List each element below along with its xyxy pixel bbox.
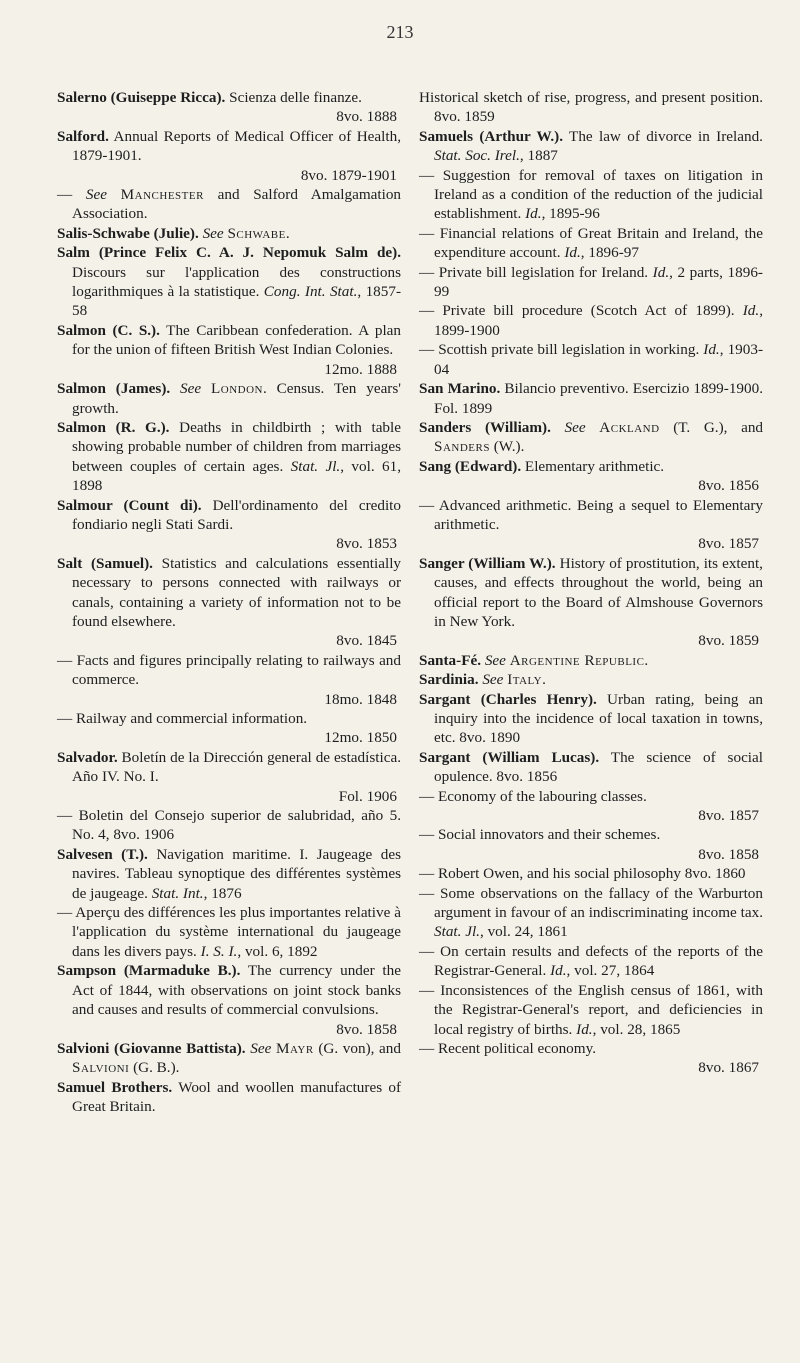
index-entry xyxy=(57,806,401,845)
citation-text: See xyxy=(202,224,224,242)
entry-text: Dell'ordinamento del credito fondiario negli Stati Sardi. xyxy=(72,496,401,533)
entry-text: — Scottish private bill legislation in working. xyxy=(419,341,704,359)
entry-text: — Private bill legislation for Ireland. xyxy=(419,263,653,281)
index-entry xyxy=(419,884,763,942)
imprint: 8vo. 1879-1901 xyxy=(300,166,397,184)
entry-text: , 1876 xyxy=(203,884,242,902)
index-entry xyxy=(419,651,763,670)
imprint: 8vo. 1856 xyxy=(698,477,759,495)
entry-heading: Salmon (James). xyxy=(57,380,171,398)
entry-text: — Facts and figures principally relating to railways and commerce. xyxy=(57,651,401,689)
entry-text: History of prostitution, its extent, causes, and effects throughout the world, being an official report to the Board of Almshouse Governors in New York. xyxy=(434,554,763,630)
entry-heading: Sampson (Marmaduke B.). xyxy=(57,962,241,980)
imprint: 8vo. 1858 xyxy=(698,845,759,863)
entry-text: , 2 parts, 1896-99 xyxy=(434,263,763,301)
entry-text: The law of divorce in Ireland. xyxy=(563,127,763,145)
entry-text: (G. B.). xyxy=(129,1059,180,1077)
citation-text: See xyxy=(484,651,506,669)
entry-text: — On certain results and defects of the reports of the Registrar-General. xyxy=(419,942,763,980)
entry-text: , vol. 61, 1898 xyxy=(72,457,401,495)
entry-heading: Sargant (Charles Henry). xyxy=(419,690,597,708)
index-entry xyxy=(57,903,401,961)
index-entry xyxy=(419,224,763,263)
cross-reference: Ackland xyxy=(599,418,660,436)
index-entry xyxy=(419,981,763,1039)
imprint: 8vo. 1888 xyxy=(336,108,397,126)
citation-text: Id. xyxy=(652,263,670,281)
entry-text: , 1857-58 xyxy=(72,283,401,320)
entry-text: , vol. 28, 1865 xyxy=(592,1020,681,1038)
entry-text: Annual Reports of Medical Officer of Health, 1879-1901. xyxy=(72,127,401,165)
index-entry xyxy=(419,670,763,689)
entry-text: Historical sketch of rise, progress, and present position. 8vo. 1859 xyxy=(419,89,763,126)
entry-text: , 1903-04 xyxy=(434,341,763,378)
index-entry xyxy=(57,127,401,185)
entry-heading: Sanger (William W.). xyxy=(419,554,556,572)
index-entry xyxy=(419,864,763,883)
entry-text: (G. von), and xyxy=(313,1039,401,1057)
entry-text: , vol. 27, 1864 xyxy=(566,962,655,980)
index-entry xyxy=(419,496,763,554)
entry-text: . Census. Ten years' growth. xyxy=(72,380,402,417)
index-entry xyxy=(419,127,763,166)
index-entry xyxy=(57,1039,401,1078)
entry-text: — Advanced arithmetic. Being a sequel to Elementary arithmetic. xyxy=(419,496,763,533)
entry-text: Navigation maritime. I. Jaugeage des navires. Tableau synoptique des différentes systèmes de jaugeage. xyxy=(72,845,401,902)
page-number: 213 xyxy=(386,22,414,42)
citation-text: I. S. I. xyxy=(200,942,238,960)
entry-text xyxy=(551,419,565,436)
index-entry xyxy=(57,88,401,127)
cross-reference: Argentine Republic xyxy=(509,651,645,669)
entry-heading: San Marino. xyxy=(419,380,501,398)
entry-heading: Salmon (R. G.). xyxy=(57,418,170,436)
index-entry xyxy=(57,418,401,496)
citation-text: See xyxy=(85,186,107,204)
index-entry xyxy=(57,243,401,321)
entry-heading: Sargant (William Lucas). xyxy=(419,748,600,766)
index-entry xyxy=(57,651,401,709)
entry-text: The currency under the Act of 1844, with observations on joint stock banks and causes and results of commercial convulsions. xyxy=(72,962,401,1019)
entry-text: — Some observations on the fallacy of the Warburton argument in favour of an indiscriminating income tax. xyxy=(419,884,763,922)
index-entry xyxy=(419,379,763,418)
citation-text: Id. xyxy=(550,962,567,980)
citation-text: See xyxy=(564,418,586,436)
entry-heading: Santa-Fé. xyxy=(419,651,482,669)
cross-reference: London xyxy=(210,380,263,398)
entry-text: Boletín de la Dirección general de estadística. Año IV. No. I. xyxy=(72,748,401,786)
entry-text: Scienza delle finanze. xyxy=(225,89,362,106)
cross-reference: Salvioni xyxy=(72,1059,130,1077)
entry-text: Elementary arithmetic. xyxy=(521,457,665,475)
entry-text: Discours sur l'application des constructions logarithmiques à la statistique. xyxy=(72,263,401,301)
imprint: 8vo. 1858 xyxy=(336,1020,397,1038)
entry-heading: Samuel Brothers. xyxy=(57,1078,173,1096)
entry-text xyxy=(201,380,211,397)
citation-text: Stat. Jl. xyxy=(290,457,341,475)
entry-heading: Salmour (Count di). xyxy=(57,496,202,514)
citation-text: Stat. Soc. Irel. xyxy=(434,147,520,165)
imprint: 8vo. 1859 xyxy=(698,632,759,650)
entry-text: — Railway and commercial information. xyxy=(57,710,308,727)
citation-text: See xyxy=(482,671,504,689)
entry-text xyxy=(170,380,180,397)
index-entry xyxy=(57,961,401,1039)
entry-heading: Salerno (Guiseppe Ricca). xyxy=(57,89,226,106)
entry-text: — Private bill procedure (Scotch Act of 1899). xyxy=(419,302,743,320)
entry-text: , 1896-97 xyxy=(580,244,639,262)
entry-text: Deaths in childbirth ; with table showing probable number of children from marriages between couples of certain ages. xyxy=(72,418,401,475)
index-entry xyxy=(419,418,763,457)
entry-text xyxy=(107,186,121,203)
entry-text: , 1887 xyxy=(519,147,558,165)
citation-text: Id. xyxy=(576,1020,593,1038)
index-entry xyxy=(57,224,401,243)
index-entry xyxy=(57,554,401,651)
entry-heading: Salis-Schwabe (Julie). xyxy=(57,224,199,242)
index-entry xyxy=(419,88,763,127)
citation-text: Id. xyxy=(703,341,720,359)
entry-text: , vol. 24, 1861 xyxy=(479,923,568,941)
entry-text: — Robert Owen, and his social philosophy 8vo. 1860 xyxy=(419,865,746,883)
entry-text: — Financial relations of Great Britain and Ireland, the expenditure account. xyxy=(419,224,763,262)
entry-text: The science of social opulence. 8vo. 1856 xyxy=(434,748,763,786)
index-entry xyxy=(419,457,763,496)
entry-text: — Suggestion for removal of taxes on litigation in Ireland as a condition of the reduction of the judicial establishment. xyxy=(419,166,763,223)
entry-heading: Salford. xyxy=(57,127,109,145)
entry-text: — Inconsistences of the English census of 1861, with the Registrar-General's report, and deficiencies in local registry of births. xyxy=(419,981,763,1038)
entry-heading: Sang (Edward). xyxy=(419,457,522,475)
imprint: 8vo. 1857 xyxy=(698,807,759,825)
citation-text: Stat. Int. xyxy=(151,884,204,902)
cross-reference: Mayr xyxy=(275,1039,314,1057)
entry-heading: Samuels (Arthur W.). xyxy=(419,127,563,145)
entry-heading: Salmon (C. S.). xyxy=(57,321,160,339)
index-entry xyxy=(57,709,401,748)
index-entry xyxy=(419,787,763,826)
index-entry xyxy=(57,185,401,224)
entry-text: , 1899-1900 xyxy=(434,302,763,339)
citation-text: See xyxy=(250,1039,272,1057)
entry-text: — Boletin del Consejo superior de salubridad, año 5. No. 4, 8vo. 1906 xyxy=(57,807,401,844)
index-entry xyxy=(419,263,763,302)
imprint: 12mo. 1850 xyxy=(324,729,397,747)
index-entry xyxy=(419,748,763,787)
entry-text: — xyxy=(57,186,86,204)
entry-text: . xyxy=(644,651,649,669)
entry-text: Urban rating, being an inquiry into the incidence of local taxation in towns, etc. 8vo. 1890 xyxy=(434,690,763,747)
index-entry xyxy=(419,690,763,748)
entry-text: , vol. 6, 1892 xyxy=(237,942,318,960)
index-entry xyxy=(419,554,763,651)
index-entry xyxy=(419,301,763,340)
index-entry xyxy=(419,942,763,981)
entry-text: — Recent political economy. xyxy=(419,1039,596,1057)
entry-text: . xyxy=(285,224,290,242)
entry-text: Wool and woollen manufactures of Great Britain. xyxy=(72,1078,402,1116)
entry-text: — Social innovators and their schemes. xyxy=(419,826,661,844)
cross-reference: Manchester xyxy=(120,186,204,204)
index-entry xyxy=(57,321,401,379)
cross-reference: Italy xyxy=(507,671,543,689)
citation-text: See xyxy=(180,380,202,398)
citation-text: Id. xyxy=(525,205,542,223)
entry-text: Statistics and calculations essentially necessary to persons connected with railways or canals, containing a variety of information not to be found elsewhere. xyxy=(72,554,402,630)
index-entry xyxy=(419,1039,763,1078)
index-entry xyxy=(419,166,763,224)
imprint: 12mo. 1888 xyxy=(324,360,397,378)
imprint: 18mo. 1848 xyxy=(324,690,397,708)
entry-heading: Salvador. xyxy=(57,748,118,766)
cross-reference: Schwabe xyxy=(227,224,286,242)
entry-heading: Salvioni (Giovanne Battista). xyxy=(57,1039,246,1057)
entry-text: — Economy of the labouring classes. xyxy=(419,787,647,805)
entry-text: The Caribbean confederation. A plan for the union of fifteen British West Indian Colonies. xyxy=(72,321,401,359)
index-entry xyxy=(419,340,763,379)
imprint: 8vo. 1845 xyxy=(336,632,397,650)
citation-text: Stat. Jl. xyxy=(434,923,480,941)
index-entry xyxy=(57,1078,401,1117)
entry-heading: Salm (Prince Felix C. A. J. Nepomuk Salm de). xyxy=(57,244,401,262)
index-entry xyxy=(57,845,401,903)
right-column xyxy=(419,88,763,1078)
entry-text: , 1895-96 xyxy=(541,205,600,223)
imprint: 8vo. 1857 xyxy=(698,535,759,553)
entry-text xyxy=(586,419,600,436)
entry-heading: Salvesen (T.). xyxy=(57,845,148,863)
citation-text: Id. xyxy=(742,302,760,320)
left-column xyxy=(57,88,401,1117)
entry-heading: Sanders (William). xyxy=(419,418,551,436)
cross-reference: Sanders xyxy=(434,438,490,456)
entry-heading: Sardinia. xyxy=(419,671,479,689)
entry-text: . xyxy=(542,671,546,689)
index-entry xyxy=(57,748,401,806)
entry-heading: Salt (Samuel). xyxy=(57,554,153,572)
index-entry xyxy=(419,825,763,864)
imprint: Fol. 1906 xyxy=(338,787,397,805)
imprint: 8vo. 1853 xyxy=(336,535,397,553)
index-entry xyxy=(57,496,401,554)
entry-text: (W.). xyxy=(489,438,525,456)
entry-text: — Aperçu des différences les plus importantes relative à l'application du système international du jaugeage dans les divers pays. xyxy=(57,904,401,960)
index-entry xyxy=(57,379,401,418)
citation-text: Id. xyxy=(564,244,581,262)
entry-text: and Salford Amalgamation Association. xyxy=(72,186,402,223)
entry-text: (T. G.), and xyxy=(659,418,764,436)
entry-text: Bilancio preventivo. Esercizio 1899-1900. Fol. 1899 xyxy=(434,380,763,417)
citation-text: Cong. Int. Stat. xyxy=(263,283,358,301)
imprint: 8vo. 1867 xyxy=(698,1059,759,1077)
